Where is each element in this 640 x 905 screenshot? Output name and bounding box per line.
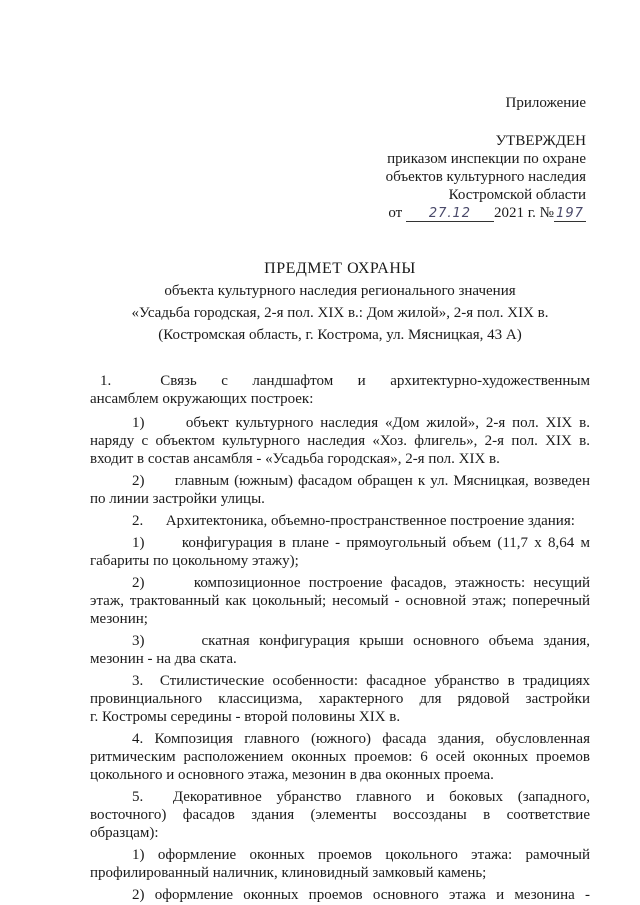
approved-label: УТВЕРЖДЕН <box>495 133 586 149</box>
body-line: г. Костромы середины - второй половины XIX в. <box>90 709 401 725</box>
year-number-text: 2021 г. № <box>493 205 554 221</box>
body-line: 1) конфигурация в плане - прямоугольный объем (11,7 х 8,64 м <box>132 535 590 551</box>
body-line: провинциального классицизма, характерного для рядовой застройки <box>90 691 590 707</box>
title-line-2: «Усадьба городская, 2-я пол. XIX в.: Дом жилой», 2-я пол. XIX в. <box>131 305 549 321</box>
handwritten-number: 197 <box>554 205 586 222</box>
body-line: цокольного и основного этажа, мезонин в два оконных проема. <box>90 767 494 783</box>
body-line: образцам): <box>90 825 159 841</box>
body-line: ансамблем окружающих построек: <box>90 391 314 407</box>
body-line: 5. Декоративное убранство главного и боковых (западного, <box>132 789 590 805</box>
body-line: входит в состав ансамбля - «Усадьба городская», 2-я пол. XIX в. <box>90 451 500 467</box>
body-line: восточного) фасадов здания (элементы воссозданы в соответствие <box>90 807 590 823</box>
order-line-3: Костромской области <box>448 187 586 203</box>
order-line-1: приказом инспекции по охране <box>387 151 586 167</box>
handwritten-date: 27.12 <box>406 205 494 222</box>
body-line: 3) скатная конфигурация крыши основного объема здания, <box>132 633 590 649</box>
body-line: 1. Связь с ландшафтом и архитектурно-художественным <box>100 373 590 389</box>
body-line: 1) объект культурного наследия «Дом жилой», 2-я пол. XIX в. <box>132 415 590 431</box>
order-line-2: объектов культурного наследия <box>385 169 586 185</box>
appendix-label: Приложение <box>505 95 586 111</box>
body-line: 2) композиционное построение фасадов, этажность: несущий <box>132 575 590 591</box>
body-line: габариты по цокольному этажу); <box>90 553 299 569</box>
title-line-1: объекта культурного наследия регионального значения <box>164 283 516 299</box>
title-line-3: (Костромская область, г. Кострома, ул. Мясницкая, 43 А) <box>158 327 522 343</box>
body-line: по линии застройки улицы. <box>90 491 265 507</box>
body-line: 4. Композиция главного (южного) фасада здания, обусловленная <box>132 731 590 747</box>
body-line: мезонин; <box>90 611 148 627</box>
date-prefix: от <box>388 205 403 221</box>
body-line: 2. Архитектоника, объемно-пространственное построение здания: <box>132 513 575 529</box>
body-line: ритмическим расположением оконных проемов: 6 осей оконных проемов <box>90 749 590 765</box>
body-line: этаж, трактованный как цокольный; несомый - основной этаж; поперечный <box>90 593 590 609</box>
body-line: 2) главным (южным) фасадом обращен к ул. Мясницкая, возведен <box>132 473 590 489</box>
body-line: 1) оформление оконных проемов цокольного этажа: рамочный <box>132 847 590 863</box>
body-line: 3. Стилистические особенности: фасадное убранство в традициях <box>132 673 590 689</box>
body-line: профилированный наличник, клиновидный замковый камень; <box>90 865 487 881</box>
order-date-line <box>388 204 586 222</box>
body-line: наряду с объектом культурного наследия «Хоз. флигель», 2-я пол. XIX в. <box>90 433 590 449</box>
body-line: мезонин - на два ската. <box>90 651 237 667</box>
document-title: ПРЕДМЕТ ОХРАНЫ <box>264 260 416 277</box>
body-line: 2) оформление оконных проемов основного этажа и мезонина - <box>132 887 590 903</box>
